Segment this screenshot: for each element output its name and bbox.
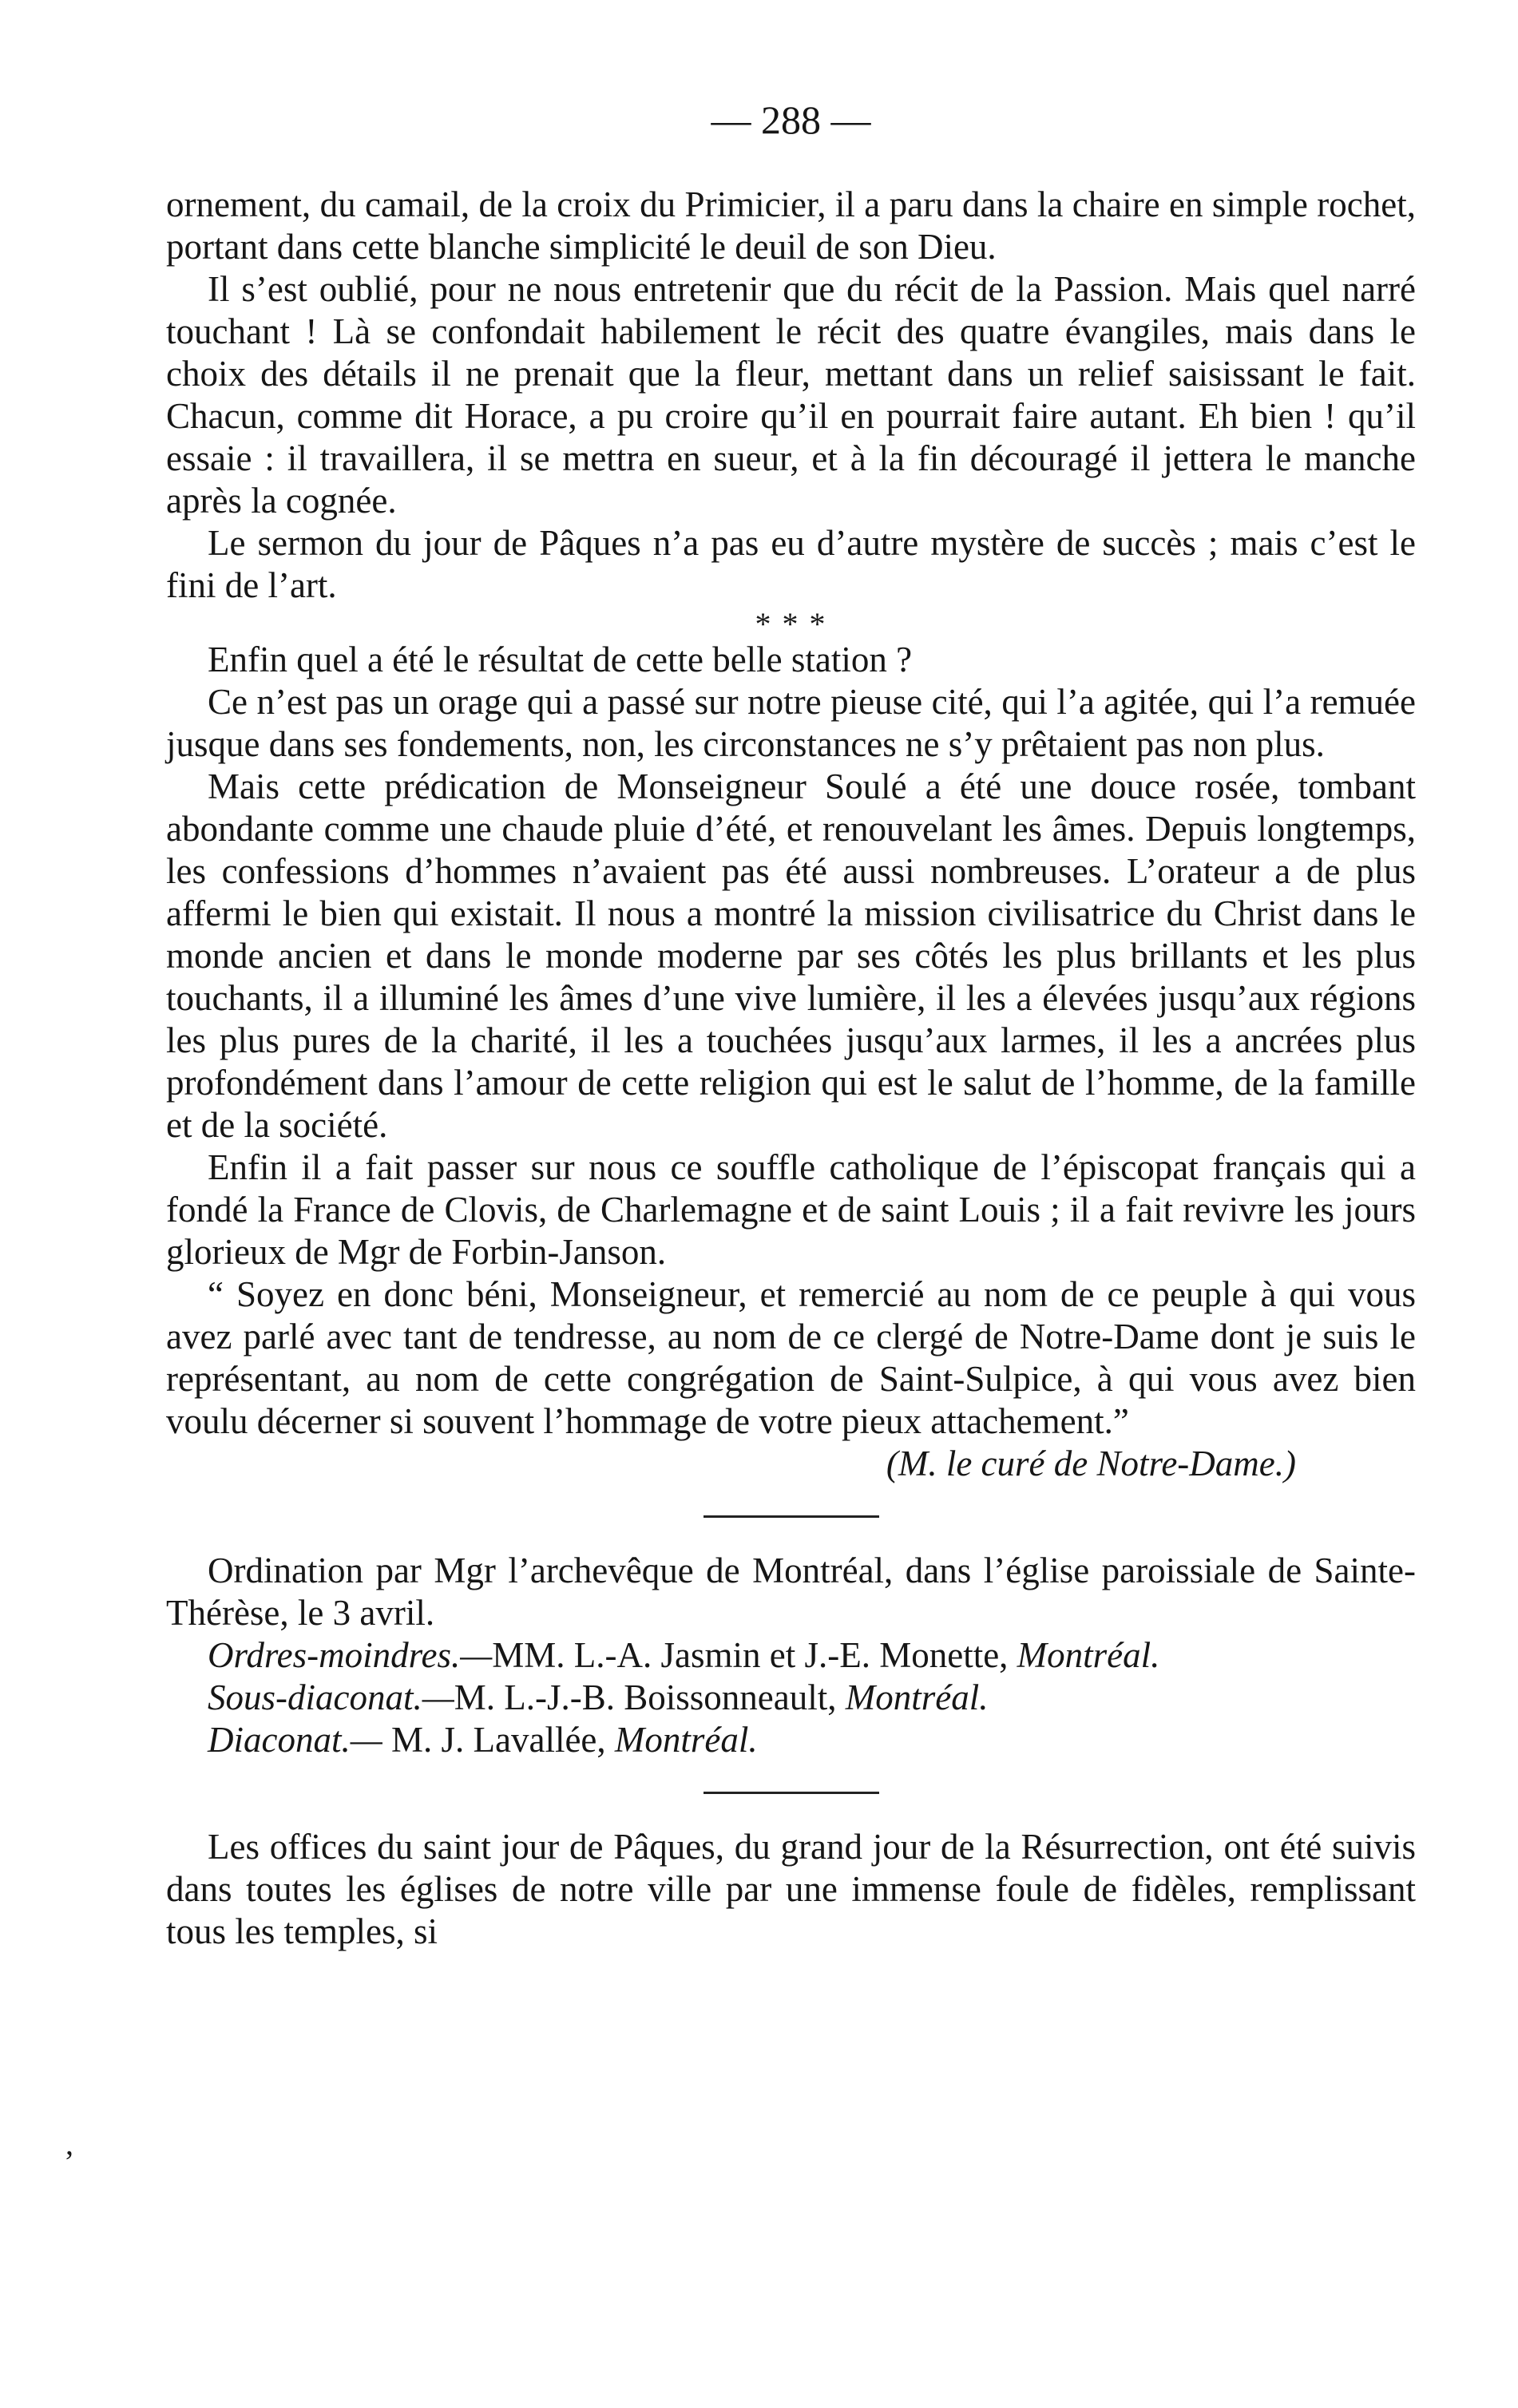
- ordination-intro: Ordination par Mgr l’archevêque de Montréal, dans l’église paroissiale de Sainte-Thérèse, le 3 avril.: [166, 1551, 1416, 1633]
- ordination-names: M. J. Lavallée,: [382, 1720, 606, 1760]
- ordination-place: Montréal.: [845, 1677, 989, 1717]
- section-rule: [704, 1792, 879, 1794]
- ordination-label: Ordres-moindres.—: [208, 1635, 493, 1675]
- paragraph: Enfin il a fait passer sur nous ce souffle catholique de l’épiscopat français qui a fondé la France de Clovis, de Charlemagne et de saint Louis ; il a fait revivre les jours glorieux de Mgr de Forbin-Janson.: [166, 1147, 1416, 1272]
- paragraph: Les offices du saint jour de Pâques, du grand jour de la Résurrection, ont été suivis dans toutes les églises de notre ville par une immense foule de fidèles, remplissant tous les temples, si: [166, 1827, 1416, 1951]
- ordination-place: Montréal.: [614, 1720, 758, 1760]
- ordination-line: [166, 1677, 1416, 1719]
- paragraph: Il s’est oublié, pour ne nous entretenir que du récit de la Passion. Mais quel narré touchant ! Là se confondait habilement le récit des quatre évangiles, mais dans le choix des détails il ne prenait que la fleur, mettant dans un relief saisissant le fait. Chacun, comme dit Horace, a pu croire qu’il en pourrait faire autant. Eh bien ! qu’il essaie : il travaillera, il se mettra en sueur, et à la fin découragé il jettera le manche après la cognée.: [166, 269, 1416, 521]
- ordination-names: MM. L.-A. Jasmin et J.-E. Monette,: [492, 1635, 1009, 1675]
- ordination-place: Montréal.: [1017, 1635, 1160, 1675]
- paragraph: ornement, du camail, de la croix du Primicier, il a paru dans la chaire en simple rochet, portant dans cette blanche simplicité le deuil de son Dieu.: [166, 184, 1416, 267]
- margin-mark: ’: [64, 2144, 75, 2180]
- paragraph: Le sermon du jour de Pâques n’a pas eu d’autre mystère de succès ; mais c’est le fini de l’art.: [166, 523, 1416, 605]
- ordination-line: [166, 1634, 1416, 1677]
- paragraph: Enfin quel a été le résultat de cette belle station ?: [208, 640, 913, 679]
- ordination-label: Diaconat.—: [208, 1720, 382, 1760]
- paragraph: Mais cette prédication de Monseigneur Soulé a été une douce rosée, tombant abondante comme une chaude pluie d’été, et renouvelant les âmes. Depuis longtemps, les confessions d’hommes n’avaient pas été aussi nombreuses. L’orateur a de plus affermi le bien qui existait. Il nous a montré la mission civilisatrice du Christ dans le monde ancien et dans le monde moderne par ses côtés les plus brillants et les plus touchants, il a illuminé les âmes d’une vive lumière, il les a élevées jusqu’aux régions les plus pures de la charité, il les a touchées jusqu’aux larmes, il les a ancrées plus profondément dans l’amour de cette religion qui est le salut de l’homme, de la famille et de la société.: [166, 766, 1416, 1145]
- ordination-line: [166, 1719, 1416, 1761]
- paragraph: Ce n’est pas un orage qui a passé sur notre pieuse cité, qui l’a agitée, qui l’a remuée jusque dans ses fondements, non, les circonstances ne s’y prêtaient pas non plus.: [166, 682, 1416, 764]
- attribution: (M. le curé de Notre-Dame.): [886, 1444, 1296, 1483]
- ordination-names: M. L.-J.-B. Boissonneault,: [454, 1677, 837, 1717]
- quotation-paragraph: “ Soyez en donc béni, Monseigneur, et remercié au nom de ce peuple à qui vous avez parlé avec tant de tendresse, au nom de ce clergé de Notre-Dame dont je suis le représentant, au nom de cette congrégation de Saint-Sulpice, à qui vous avez bien voulu décerner si souvent l’hommage de votre pieux attachement.”: [166, 1274, 1416, 1441]
- page-body: [166, 96, 1416, 1953]
- section-rule: [704, 1515, 879, 1518]
- section-separator-stars: * * *: [755, 606, 827, 642]
- page-number: — 288 —: [711, 97, 871, 142]
- ordination-label: Sous-diaconat.—: [208, 1677, 454, 1717]
